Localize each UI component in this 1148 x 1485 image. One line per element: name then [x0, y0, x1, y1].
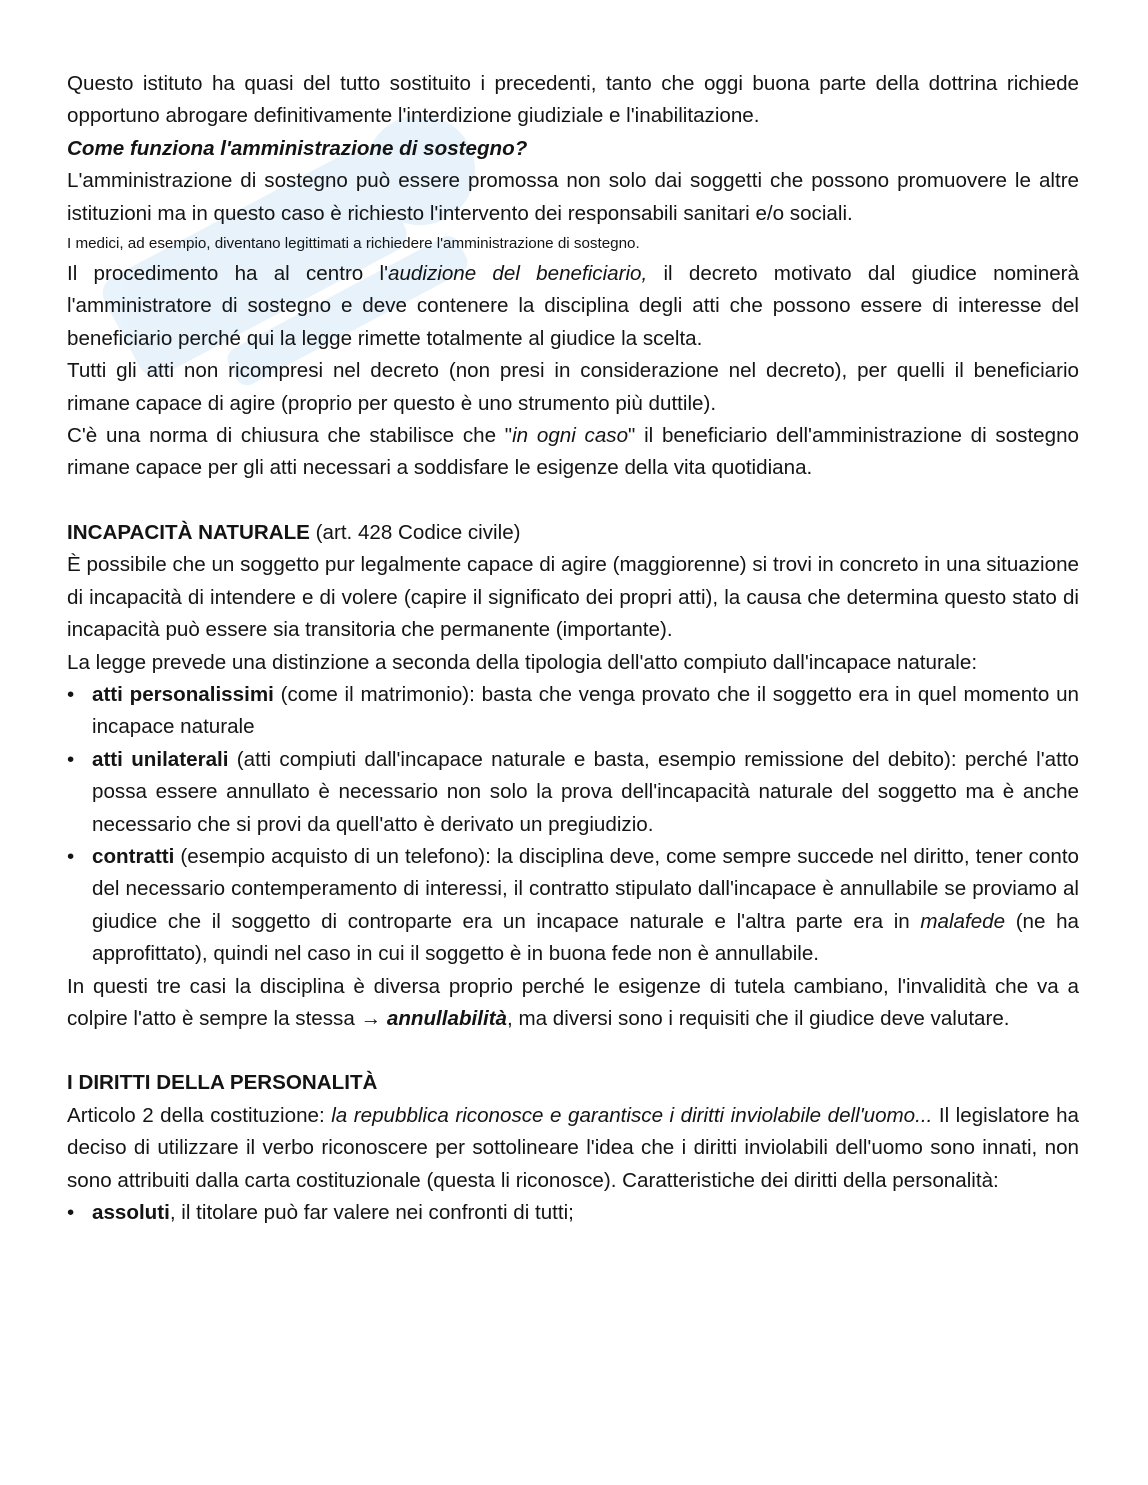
paragraph-atti-non-ricompresi: Tutti gli atti non ricompresi nel decreto (non presi in considerazione nel decreto), per quelli il beneficiario rimane capace di agire (proprio per questo è uno strumento più duttile).	[67, 359, 1079, 415]
bullet-icon: •	[67, 1201, 75, 1224]
list-item: • atti personalissimi (come il matrimonio): basta che venga provato che il soggetto era in quel momento un incapace naturale	[67, 679, 1079, 744]
note-medici: I medici, ad esempio, diventano legittimati a richiedere l'amministrazione di sostegno.	[67, 235, 640, 253]
bullet-icon: •	[67, 682, 75, 706]
list-tipologie-atti	[67, 679, 1079, 971]
section-heading-diritti: I DIRITTI DELLA PERSONALITÀ	[67, 1071, 378, 1095]
list-item: • contratti (esempio acquisto di un telefono): la disciplina deve, come sempre succede nel diritto, tener conto del necessario contemperamento di interessi, il contratto stipulato dall'incapace è annullabile se proviamo al giudice che il soggetto di controparte era un incapace naturale e l'altra parte era in malafede (ne ha approfittato), quindi nel caso in cui il soggetto è in buona fede non è annullabile.	[67, 841, 1079, 971]
section-heading-incapacita: INCAPACITÀ NATURALE (art. 428 Codice civile)	[67, 520, 521, 544]
paragraph-promotion: L'amministrazione di sostegno può essere promossa non solo dai soggetti che possono promuovere le altre istituzioni ma in questo caso è richiesto l'intervento dei responsabili sanitari e/o sociali.	[67, 169, 1079, 225]
paragraph-tre-casi: In questi tre casi la disciplina è diversa proprio perché le esigenze di tutela cambiano, l'invalidità che va a colpire l'atto è sempre la stessa → annullabilità, ma diversi sono i requisiti che il giudice deve valutare.	[67, 974, 1079, 1030]
paragraph-norma-chiusura: C'è una norma di chiusura che stabilisce che "in ogni caso" il beneficiario dell'amministrazione di sostegno rimane capace per gli atti necessari a soddisfare le esigenze della vita quotidiana.	[67, 424, 1079, 480]
document-page	[67, 68, 1079, 1229]
paragraph-incapacita-definizione: È possibile che un soggetto pur legalmente capace di agire (maggiorenne) si trovi in concreto in una situazione di incapacità di intendere e di volere (capire il significato dei propri atti), la causa che determina questo stato di incapacità può essere sia transitoria che permanente (importante).	[67, 553, 1079, 642]
arrow-icon: →	[360, 1006, 382, 1030]
list-item: • assoluti, il titolare può far valere nei confronti di tutti;	[67, 1197, 1079, 1229]
paragraph-articolo-2: Articolo 2 della costituzione: la repubblica riconosce e garantisce i diritti inviolabile dell'uomo... Il legislatore ha deciso di utilizzare il verbo riconoscere per sottolineare l'idea che i diritti inviolabili dell'uomo sono innati, non sono attribuiti dalla carta costituzionale (questa li riconosce). Caratteristiche dei diritti della personalità:	[67, 1103, 1079, 1192]
list-caratteristiche	[67, 1197, 1079, 1229]
paragraph-distinzione: La legge prevede una distinzione a seconda della tipologia dell'atto compiuto dall'incapace naturale:	[67, 650, 978, 674]
question-heading: Come funziona l'amministrazione di sostegno?	[67, 136, 528, 160]
paragraph-intro: Questo istituto ha quasi del tutto sostituito i precedenti, tanto che oggi buona parte della dottrina richiede opportuno abrogare definitivamente l'interdizione giudiziale e l'inabilitazione.	[67, 72, 1079, 128]
paragraph-procedimento: Il procedimento ha al centro l'audizione del beneficiario, il decreto motivato dal giudice nominerà l'amministratore di sostegno e deve contenere la disciplina degli atti che possono essere di interesse del beneficiario perché qui la legge rimette totalmente al giudice la scelta.	[67, 262, 1079, 350]
bullet-icon: •	[67, 844, 75, 868]
list-item: • atti unilaterali (atti compiuti dall'incapace naturale e basta, esempio remissione del debito): perché l'atto possa essere annullato è necessario non solo la prova dell'incapacità naturale del soggetto ma è anche necessario che si provi da quell'atto è derivato un pregiudizio.	[67, 744, 1079, 841]
bullet-icon: •	[67, 747, 75, 771]
